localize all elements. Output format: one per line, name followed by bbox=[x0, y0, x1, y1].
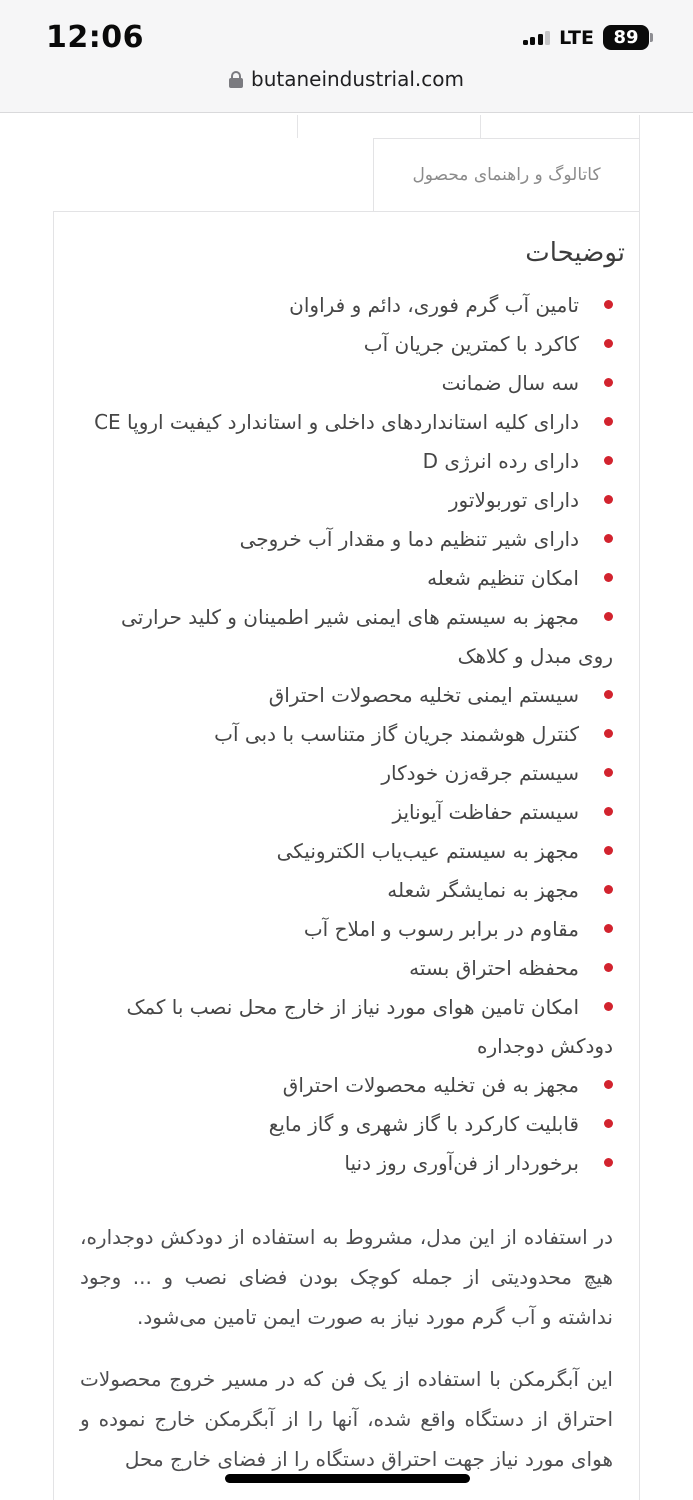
list-item: سه سال ضمانت bbox=[80, 364, 613, 403]
bullet-icon bbox=[604, 417, 613, 426]
status-bar bbox=[0, 0, 693, 55]
bullet-icon bbox=[604, 612, 613, 621]
tab-divider bbox=[480, 115, 481, 138]
clock: 12:06 bbox=[46, 20, 144, 55]
bullet-icon bbox=[604, 1080, 613, 1089]
list-item: دارای شیر تنظیم دما و مقدار آب خروجی bbox=[80, 520, 613, 559]
tab-content-panel bbox=[53, 211, 640, 1500]
section-heading: توضیحات bbox=[525, 238, 625, 268]
list-item: مقاوم در برابر رسوب و املاح آب bbox=[80, 910, 613, 949]
list-item: کنترل هوشمند جریان گاز متناسب با دبی آب bbox=[80, 715, 613, 754]
bullet-icon bbox=[604, 1119, 613, 1128]
browser-chrome bbox=[0, 0, 693, 113]
bullet-icon bbox=[604, 729, 613, 738]
list-item: مجهز به سیستم عیب‌یاب الکترونیکی bbox=[80, 832, 613, 871]
bullet-icon bbox=[604, 378, 613, 387]
list-item: تامین آب گرم فوری، دائم و فراوان bbox=[80, 286, 613, 325]
url-bar[interactable] bbox=[0, 67, 693, 91]
list-item: دارای کلیه استانداردهای داخلی و استاندارد کیفیت اروپا CE bbox=[80, 403, 613, 442]
bullet-icon bbox=[604, 690, 613, 699]
bullet-icon bbox=[604, 1158, 613, 1167]
bullet-icon bbox=[604, 768, 613, 777]
tab-divider bbox=[297, 115, 298, 138]
battery-icon bbox=[603, 25, 653, 50]
list-item: سیستم ایمنی تخلیه محصولات احتراق bbox=[80, 676, 613, 715]
list-item: محفظه احتراق بسته bbox=[80, 949, 613, 988]
list-item: برخوردار از فن‌آوری روز دنیا bbox=[80, 1144, 613, 1183]
url-domain: butaneindustrial.com bbox=[251, 67, 464, 91]
tab-catalog-product-guide[interactable] bbox=[373, 138, 640, 212]
list-item: کاکرد با کمترین جریان آب bbox=[80, 325, 613, 364]
tab-label: کاتالوگ و راهنمای محصول bbox=[412, 165, 601, 185]
status-indicators bbox=[523, 25, 653, 50]
list-item: امکان تنظیم شعله bbox=[80, 559, 613, 598]
bullet-icon bbox=[604, 573, 613, 582]
list-item: امکان تامین هوای مورد نیاز از خارج محل نصب با کمک دودکش دوجداره bbox=[126, 995, 613, 1058]
list-item: مجهز به سیستم های ایمنی شیر اطمینان و کلید حرارتی روی مبدل و کلاهک bbox=[121, 605, 613, 668]
bullet-icon bbox=[604, 846, 613, 855]
list-item: دارای رده انرژی D bbox=[80, 442, 613, 481]
battery-cap bbox=[650, 33, 653, 42]
tab-divider bbox=[639, 115, 640, 138]
description-paragraph: این آبگرمکن با استفاده از یک فن که در مسیر خروج محصولات احتراق از دستگاه واقع شده، آنها را از آبگرمکن خارج نموده و هوای مورد نیاز جهت احتراق دستگاه را از فضای خارج محل bbox=[80, 1367, 613, 1471]
bullet-icon bbox=[604, 534, 613, 543]
list-item: سیستم جرقه‌زن خودکار bbox=[80, 754, 613, 793]
home-indicator-handle[interactable] bbox=[225, 1474, 470, 1483]
bullet-icon bbox=[604, 339, 613, 348]
bullet-icon bbox=[604, 456, 613, 465]
battery-percent: 89 bbox=[603, 25, 649, 50]
network-type-label: LTE bbox=[559, 26, 594, 49]
lock-icon bbox=[229, 71, 243, 88]
cellular-signal-icon bbox=[523, 30, 551, 45]
bullet-icon bbox=[604, 1002, 613, 1011]
list-item: مجهز به نمایشگر شعله bbox=[80, 871, 613, 910]
bullet-icon bbox=[604, 300, 613, 309]
list-item: مجهز به فن تخلیه محصولات احتراق bbox=[80, 1066, 613, 1105]
bullet-icon bbox=[604, 495, 613, 504]
bullet-icon bbox=[604, 885, 613, 894]
bullet-icon bbox=[604, 807, 613, 816]
bullet-icon bbox=[604, 924, 613, 933]
bullet-icon bbox=[604, 963, 613, 972]
list-item: قابلیت کارکرد با گاز شهری و گاز مایع bbox=[80, 1105, 613, 1144]
description-paragraph: در استفاده از این مدل، مشروط به استفاده از دودکش دوجداره، هیچ محدودیتی از جمله کوچک بودن فضای نصب و ... وجود نداشته و آب گرم مورد نیاز به صورت ایمن تامین می‌شود. bbox=[80, 1225, 613, 1329]
list-item: سیستم حفاظت آیونایز bbox=[80, 793, 613, 832]
list-item: دارای توربولاتور bbox=[80, 481, 613, 520]
feature-list bbox=[80, 286, 613, 1183]
